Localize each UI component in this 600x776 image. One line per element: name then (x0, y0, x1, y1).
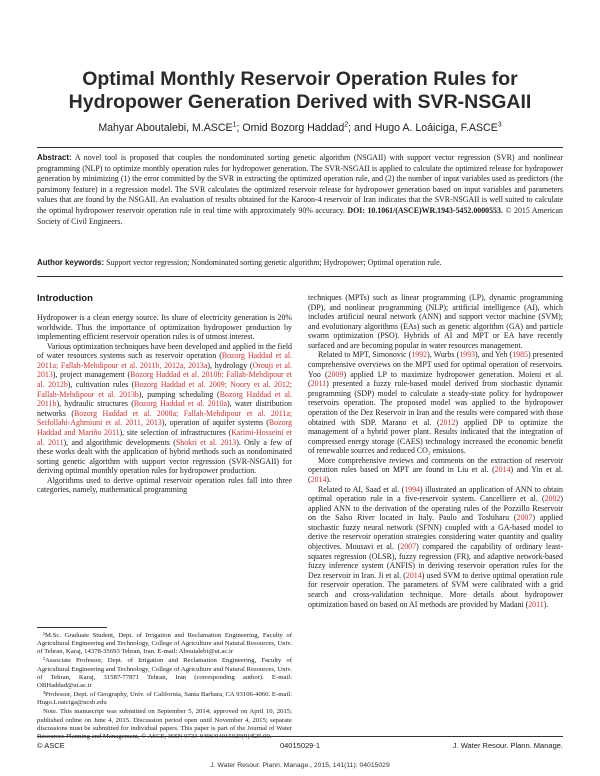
citation-link[interactable]: Karimi-Hosseini et al. 2011 (37, 427, 292, 447)
text-run: ), site selection of infrastructures ( (119, 427, 232, 437)
text-run: Various optimization techniques have been developed and applied in the field of water resources systems such as reservoir operation ( (37, 341, 292, 361)
footnotes (37, 632, 292, 742)
top-divider (37, 147, 563, 148)
abstract-text: A novel tool is proposed that couples the nondominated sorting genetic algorithm (NSGAII) with support vector regression (SVR) and nonlinear programming (NLP) to optimize monthly operation rules for hydropower generation. The SVR-NSGAII is applied to calculate the optimized release for hydropower generation by minimizing (1) the error committed by the SVR in extracting the optimized operation rule, and (2) the number of input variables used as predictors (the parsimony feature) in a regression model. The SVR calculates the optimized reservoir release for hydropower generation based on input variables and parameters values that are found by the NSGAII. An evaluation of results obtained for the Karoon-4 reservoir of Iran indicates that the SVR-NSGAII is well suited to calculate the optimal hydropower reservoir operation rule in real time with approximately 90% accuracy. (37, 153, 563, 215)
citation-link[interactable]: 2007 (516, 513, 533, 523)
author-list (40, 121, 560, 134)
citation-link[interactable]: 1993 (459, 350, 476, 360)
footnote-divider (37, 627, 107, 628)
citation-link[interactable]: 2002 (544, 494, 561, 504)
right-column (308, 293, 563, 609)
keywords (37, 258, 563, 268)
text-run: ) applied DP to optimize the management of a hybrid power plant. Results indicated that the integration of compressed energy storage (CAES) technology increased the economic benefit of renewable sources and reduced CO₂ emissions. (308, 417, 563, 456)
citation-link[interactable]: 1985 (512, 350, 528, 360)
citation-link[interactable]: 2009 (327, 369, 344, 379)
section-heading-introduction: Introduction (37, 293, 93, 304)
text-run: techniques (MPTs) such as linear programming (LP), dynamic programming (DP), and nonlinear programming (NLP); artificial intelligence (AI), which includes artificial neural network (ANN) and support vector machine (SVM); and evolutionary algorithms (EAs) such as genetic algorithm (GA) and particle swarm optimization (PSO). Hybrids of AI and MPT or EA have recently surfaced and are becoming popular in water resources management. (308, 293, 563, 350)
footnote: ¹M.Sc. Graduate Student, Dept. of Irrigation and Reclamation Engineering, Faculty of Agricultural Engineering and Technology, College of Agriculture and Natural Resources, Univ. of Tehran, Karaj, 14378-35693 Tehran, Iran. E-mail: Aboutalebi@ut.ac.ir (37, 632, 292, 656)
footer-page-id: 04015029-1 (279, 741, 321, 750)
citation-link[interactable]: Bozorg Haddad et al. 2009; Noory et al. 2012; Fallah-Mehdipour et al. 2013b (37, 380, 292, 399)
paragraph (308, 485, 563, 610)
paragraph (308, 293, 563, 350)
citation-link[interactable]: 2014 (405, 570, 422, 580)
citation-link[interactable]: 2014 (494, 465, 511, 475)
text-run: Related to AI, Saad et al. ( (318, 484, 405, 494)
doi-link[interactable]: DOI: 10.1061/(ASCE)WR.1943-5452.0000553. (347, 205, 503, 215)
text-run: ) applied stochastic fuzzy neural network (SFNN) coupled with a GA-based model to derive the reservoir operation strategies considering water quantity and quality objectives. Mousavi et al. ( (308, 513, 563, 552)
citation-link[interactable]: 1994 (404, 484, 420, 494)
citation-link[interactable]: Bozorg Haddad et al. 2011b (37, 389, 293, 409)
citation-link[interactable]: 1992 (411, 350, 428, 360)
text-run: More comprehensive reviews and comments on the extraction of reservoir operation rules based on MPT are found in Liu et al. ( (308, 455, 563, 475)
text-run: ). (326, 474, 332, 484)
keywords-label: Author keywords: (37, 258, 105, 267)
text-run: ), pumping scheduling ( (138, 389, 220, 399)
footnote: Note. This manuscript was submitted on September 5, 2014; approved on April 10, 2015; published online on June 4, 2015. Discussion period open until November 4, 2015; separate discussions must be submitted for individual papers. This paper is part of the Journal of Water Resources Planning and Management, © ASCE, ISSN 0733-9496/04015029(9)/$25.00. (37, 708, 292, 740)
citation-link[interactable]: Orouji et al. 2013 (37, 360, 292, 380)
citation-line: J. Water Resour. Plann. Manage., 2015, 141(11): 04015029 (210, 762, 390, 769)
paragraph: Hydropower is a clean energy source. Its share of electricity generation is 20% worldwide. Thus the importance of optimization hydropower production by implementing efficient reservoir operation rules is of utmost interest. (37, 313, 292, 342)
text-run: ), project management ( (52, 370, 131, 380)
keywords-divider (37, 276, 563, 277)
text-run: ) applied ANN to the derivation of the operating rules of the Pozzillo Reservoir on the Salso River located in Italy. Paulo and Toshiharu ( (308, 494, 563, 523)
text-run: ), cultivation rules ( (67, 380, 135, 390)
text-run: ), and Yeh ( (475, 350, 513, 360)
citation-link[interactable]: Bozorg Haddad et al. 2010a (133, 399, 228, 409)
footnote: ³Professor, Dept. of Geography, Univ. of California, Santa Barbara, CA 93106-4060. E-mail: Hugo.Loaiciga@ucsb.edu (37, 691, 292, 707)
text-run: ) illustrated an application of ANN to obtain optimal operation rule in a five-reservoir system. Cancelliere et al. ( (308, 484, 563, 504)
footer-journal: J. Water Resour. Plann. Manage. (452, 741, 563, 750)
footnote: ²Associate Professor, Dept. of Irrigation and Reclamation Engineering, Faculty of Agricultural Engineering and Technology, College of Agriculture and Natural Resources, Univ. of Tehran, Karaj, 31587-77871 Tehran, Iran (corresponding author). E-mail: OBHaddad@ut.ac.ir (37, 657, 292, 689)
author-1: Mahyar Aboutalebi, M.ASCE$^1$; (98, 121, 243, 134)
footer-divider (37, 736, 563, 737)
abstract (37, 153, 563, 227)
title-line-1: Optimal Monthly Reservoir Operation Rules for (82, 68, 518, 90)
paragraph (308, 456, 563, 485)
citation-link[interactable]: Shokri et al. 2013 (175, 437, 237, 447)
text-run: ) and Yin et al. ( (308, 465, 563, 484)
abstract-label: Abstract: (37, 153, 72, 162)
text-run: ), water distribution networks ( (37, 399, 292, 418)
keywords-text: Support vector regression; Nondominated sorting genetic algorithm; Hydropower; Optimal operation rule. (106, 258, 442, 267)
citation-link[interactable]: 2011 (528, 599, 544, 609)
text-run: ) applied LP to maximize hydropower generation. Moieni et al. ( (308, 369, 564, 389)
text-run: ), hydraulic structures ( (56, 399, 134, 409)
text-run: ), operation of aquifer systems ( (161, 418, 269, 428)
left-column (37, 313, 292, 495)
abstract-copyright: © 2015 American Society of Civil Engineers. (37, 205, 563, 226)
text-run: ). (543, 599, 549, 609)
author-2: Omid Bozorg Haddad$^2$; and (242, 121, 375, 134)
citation-link[interactable]: Bozorg Haddad et al. 2010b; Fallah-Mehdipour et al. 2012b (37, 370, 292, 390)
citation-link[interactable]: 2014 (310, 474, 327, 484)
text-run: ) used SVM to derive optimal operation rule for reservoir operation. The parameters of SVM were calibrated with a grid search and cross-validation technique. More details about hydropower optimization based on based on AI methods are provided by Madani ( (308, 570, 563, 609)
citation-link[interactable]: 2007 (400, 542, 417, 552)
text-run: ), and algorithmic developments ( (63, 437, 176, 447)
citation-link[interactable]: Bozorg Haddad et al. 2011a; Fallah-Mehdipour et al. 2011b, 2012a, 2013a (37, 351, 292, 370)
paragraph: Algorithms used to derive optimal reservoir operation rules fall into three categories, namely, mathematical programming (37, 475, 292, 495)
citation-link[interactable]: 2011 (310, 379, 327, 389)
footer-copyright: © ASCE (37, 741, 65, 750)
text-run: Related to MPT, Simonovic ( (318, 350, 412, 360)
paragraph (37, 342, 292, 476)
text-run: ) compared the capability of ordinary least-squares regression (OLSR), fuzzy regression (FR), and adaptive network-based fuzzy inference system (ANFIS) in deriving reservoir operation rules for the Dez reservoir in Iran. Ji et al. ( (308, 542, 563, 580)
text-run: ) presented comprehensive overviews on the MPT used for optimal operation of reservoirs. Yoo ( (308, 350, 563, 379)
paper-title (40, 68, 560, 114)
author-3: Hugo A. Loáiciga, F.ASCE$^3$ (374, 121, 502, 134)
text-run: ), Wurbs ( (427, 350, 460, 360)
text-run: ), hydrology ( (207, 360, 253, 370)
citation-link[interactable]: Bozorg Haddad et al. 2008a; Fallah-Mehdipour et al. 2011a; Seifollahi-Aghmiuni et al. 2011, 2013 (37, 408, 293, 428)
citation-link[interactable]: 2012 (439, 417, 456, 427)
text-run: ) presented a fuzzy rule-based model derived from stochastic dynamic programming (SDP) model to calculate a steady-state policy for hydropower reservoirs operation. The proposed model was applied to the hydropower operation of the Dez Reservoir in Iran and the results were compared with those obtained with SDP. Marano et al. ( (308, 379, 563, 427)
title-line-2: Hydropower Generation Derived with SVR-NSGAII (68, 91, 532, 113)
text-run: ). Only a few of these works dealt with the application of hybrid methods such as nondominated sorting genetic algorithm with support vector regression (SVR-NSGAII) for deriving optimal monthly operation rules for hydropower production. (37, 437, 292, 476)
citation-link[interactable]: Bozorg Haddad and Mariño 2011 (37, 418, 292, 437)
paragraph (308, 350, 563, 455)
